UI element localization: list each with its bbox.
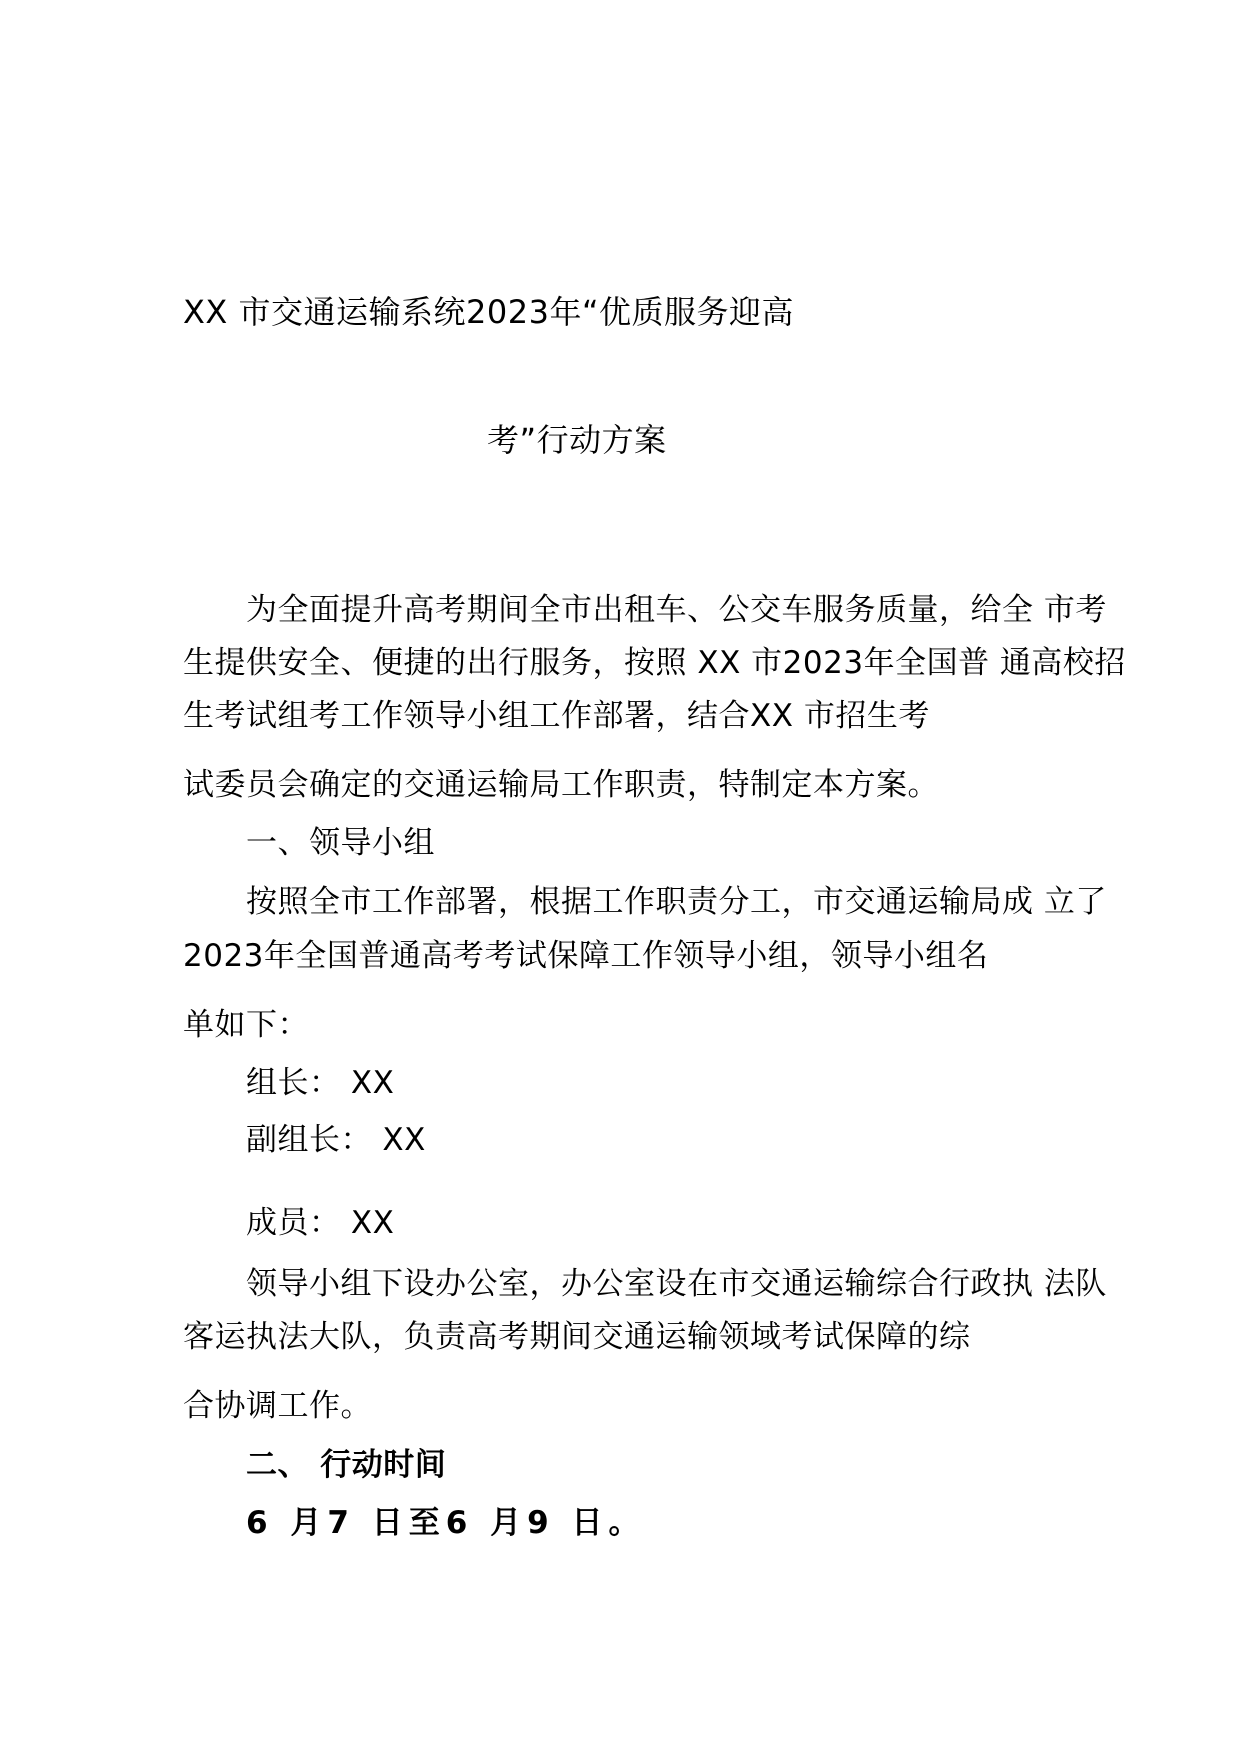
section1-office-paragraph-line: 客运执法大队，负责高考期间交通运输领域考试保障的综 bbox=[183, 1319, 971, 1355]
action-dates: 6 月7 日至6 月9 日。 bbox=[246, 1505, 646, 1541]
section1-office-paragraph-line: 领导小组下设办公室，办公室设在市交通运输综合行政执 法队 bbox=[246, 1266, 1107, 1302]
members-entry: 成员： XX bbox=[246, 1205, 395, 1241]
intro-paragraph-line: 为全面提升高考期间全市出租车、公交车服务质量，给全 市考 bbox=[246, 592, 1107, 628]
document-title-line-1: XX 市交通运输系统2023年“优质服务迎高 bbox=[183, 293, 795, 331]
group-leader-entry: 组长： XX bbox=[246, 1065, 395, 1101]
section-heading-action-time: 二、 行动时间 bbox=[246, 1447, 447, 1483]
section1-office-paragraph-line: 合协调工作。 bbox=[183, 1388, 372, 1424]
section1-paragraph-line: 按照全市工作部署，根据工作职责分工，市交通运输局成 立了 bbox=[246, 884, 1107, 920]
intro-paragraph-line: 试委员会确定的交通运输局工作职责，特制定本方案。 bbox=[183, 767, 939, 803]
section1-paragraph-line: 单如下： bbox=[183, 1007, 309, 1043]
intro-paragraph-line: 生考试组考工作领导小组工作部署，结合XX 市招生考 bbox=[183, 698, 930, 734]
intro-paragraph-line: 生提供安全、便捷的出行服务，按照 XX 市2023年全国普 通高校招 bbox=[183, 645, 1126, 681]
section-heading-leadership-group: 一、领导小组 bbox=[246, 825, 435, 861]
deputy-leader-entry: 副组长： XX bbox=[246, 1122, 426, 1158]
section1-paragraph-line: 2023年全国普通高考考试保障工作领导小组，领导小组名 bbox=[183, 938, 989, 974]
document-title-line-2: 考”行动方案 bbox=[487, 421, 667, 459]
